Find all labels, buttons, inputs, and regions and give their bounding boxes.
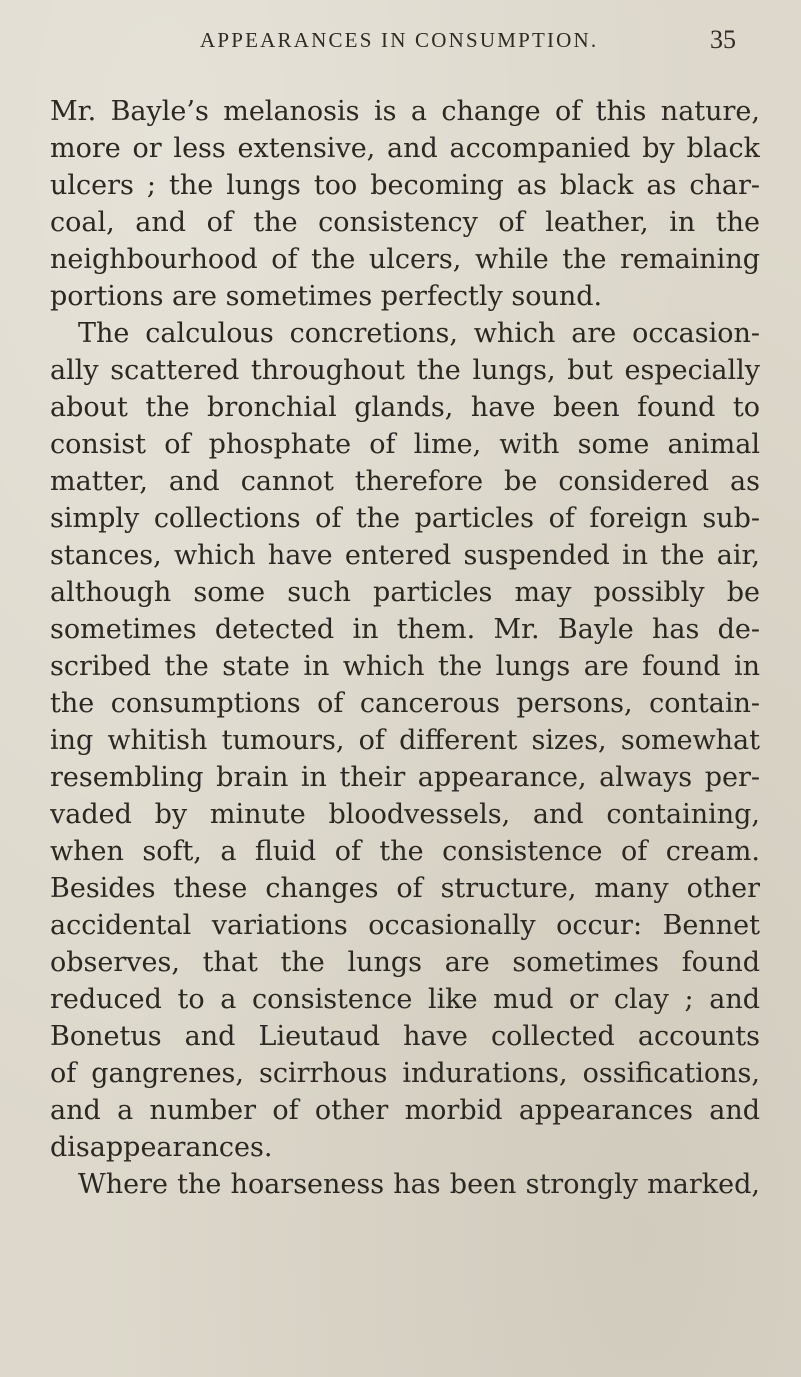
text-line: disappearances. [50,1132,273,1163]
body-text [50,93,760,1203]
text-line: Besides these changes of structure, many other [50,873,760,904]
text-line: Where the hoarseness has been strongly marked, [78,1169,760,1200]
text-line: simply collections of the particles of foreign sub- [50,503,760,534]
text-line: accidental variations occasionally occur: Bennet [50,910,760,941]
text-line: and a number of other morbid appearances and [50,1095,760,1126]
text-line: although some such particles may possibly be [50,577,760,608]
text-line: matter, and cannot therefore be considered as [50,466,760,497]
text-line: the consumptions of cancerous persons, contain- [50,688,760,719]
text-line: vaded by minute bloodvessels, and containing, [50,799,760,830]
text-line: portions are sometimes perfectly sound. [50,281,603,312]
text-line: about the bronchial glands, have been found to [50,392,760,423]
page-number: 35 [710,25,736,54]
text-line: stances, which have entered suspended in the air, [50,540,760,571]
running-title: APPEARANCES IN CONSUMPTION. [200,28,599,52]
text-line: sometimes detected in them. Mr. Bayle has de- [50,614,760,645]
text-line: The calculous concretions, which are occasion- [78,318,760,349]
text-line: reduced to a consistence like mud or clay ; and [50,984,760,1015]
text-line: when soft, a fluid of the consistence of cream. [50,836,760,867]
text-line: resembling brain in their appearance, always per- [50,762,760,793]
text-line: neighbourhood of the ulcers, while the remaining [50,244,760,275]
text-line: ing whitish tumours, of different sizes, somewhat [50,725,760,756]
text-line: ally scattered throughout the lungs, but especially [50,355,760,386]
text-line: ulcers ; the lungs too becoming as black as char- [50,170,760,201]
text-line: consist of phosphate of lime, with some animal [50,429,760,460]
text-line: scribed the state in which the lungs are found in [50,651,760,682]
text-line: more or less extensive, and accompanied by black [50,133,760,164]
text-line: observes, that the lungs are sometimes found [50,947,760,978]
text-line: Bonetus and Lieutaud have collected accounts [50,1021,760,1052]
text-line: coal, and of the consistency of leather, in the [50,207,760,238]
text-line: Mr. Bayle’s melanosis is a change of this nature, [50,96,760,127]
text-line: of gangrenes, scirrhous indurations, ossifications, [50,1058,760,1089]
